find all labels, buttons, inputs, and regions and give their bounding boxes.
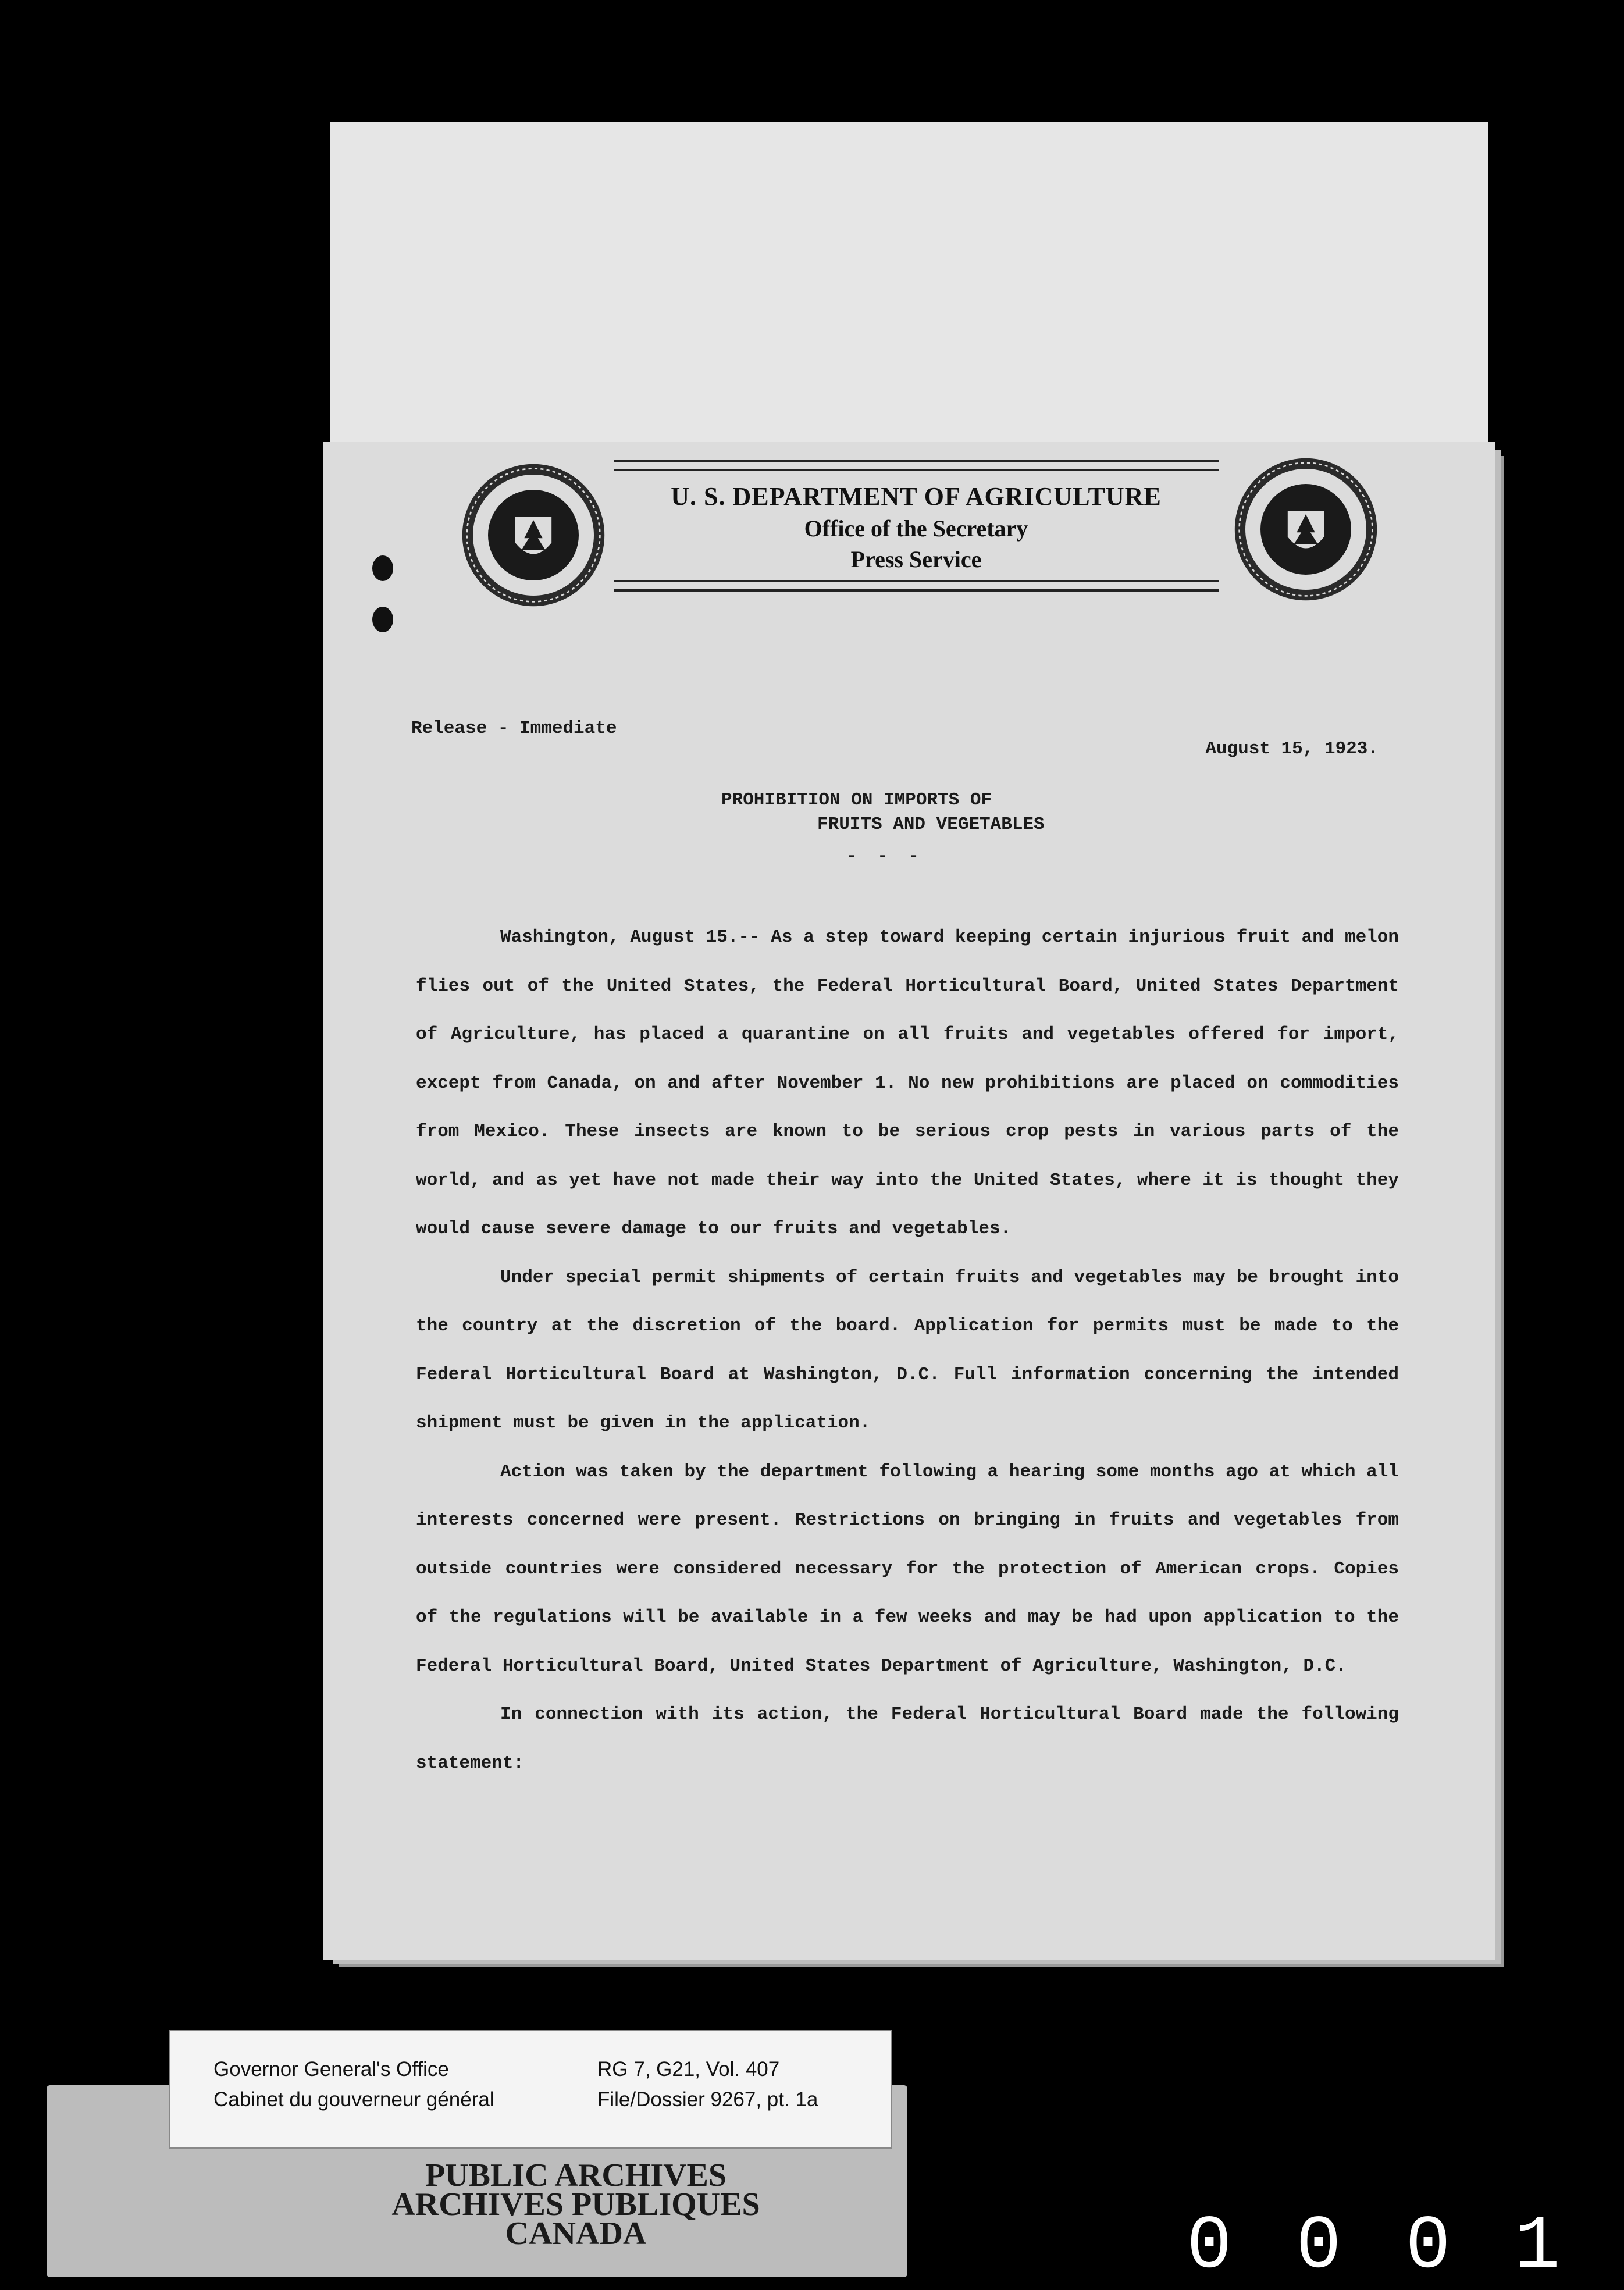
release-date: August 15, 1923. xyxy=(1205,739,1379,759)
underlying-page xyxy=(330,122,1488,448)
paragraph: Under special permit shipments of certain fruits and vegetables may be brought into the country at the discretion of the board. Application for permits must be made to the Federal Horticultural Board at Washington, D.C. Full information concerning the intended shipment must be given in the application. xyxy=(416,1267,1399,1433)
letterhead-top-rule xyxy=(614,460,1219,471)
frame-number: 0001 xyxy=(1187,2204,1624,2290)
usda-seal-left-icon xyxy=(458,460,609,611)
paragraph: Action was taken by the department following a hearing some months ago at which all interests concerned were present. Restrictions on bringing in fruits and vegetables from outside countries were considered necessary for the protection of American crops. Copies of the regulations will be available in a few weeks and may be had upon application to the Federal Horticultural Board, United States Department of Agriculture, Washington, D.C. xyxy=(416,1461,1399,1676)
paragraph: In connection with its action, the Federal Horticultural Board made the following statement: xyxy=(416,1704,1399,1773)
article-body xyxy=(416,913,1399,1787)
archive-stamp-line-2: ARCHIVES PUBLIQUES xyxy=(391,2186,760,2223)
paragraph: Washington, August 15.-- As a step toward keeping certain injurious fruit and melon flies out of the United States, the Federal Horticultural Board, United States Department of Agriculture, has placed a quarantine on all fruits and vegetables offered for import, except from Canada, on and after November 1. No new prohibitions are placed on commodities from Mexico. These insects are known to be serious crop pests in various parts of the world, and as yet have not made their way into the United States, where it is thought they would cause severe damage to our fruits and vegetables. xyxy=(416,927,1399,1239)
archive-stamp-line-3: CANADA xyxy=(505,2216,647,2252)
office-french: Cabinet du gouverneur général xyxy=(213,2088,494,2111)
file-dossier: File/Dossier 9267, pt. 1a xyxy=(597,2088,818,2111)
archive-stamp-line-1: PUBLIC ARCHIVES xyxy=(425,2157,727,2193)
release-notice: Release - Immediate xyxy=(411,718,617,739)
punch-holes xyxy=(372,555,393,658)
usda-seal-right-icon xyxy=(1230,454,1381,605)
punch-hole-icon xyxy=(372,607,393,632)
press-release-page xyxy=(323,442,1495,1960)
office-english: Governor General's Office xyxy=(213,2058,449,2081)
letterhead-bottom-rule xyxy=(614,580,1219,592)
record-group: RG 7, G21, Vol. 407 xyxy=(597,2058,780,2081)
headline-line-2: FRUITS AND VEGETABLES xyxy=(817,814,1045,835)
punch-hole-icon xyxy=(372,555,393,581)
headline-line-1: PROHIBITION ON IMPORTS OF xyxy=(721,790,992,810)
letterhead xyxy=(614,460,1219,592)
department-name: U. S. DEPARTMENT OF AGRICULTURE xyxy=(671,482,1162,511)
archive-label xyxy=(169,2030,892,2149)
separator: - - - xyxy=(846,846,924,867)
service-name: Press Service xyxy=(850,546,982,572)
office-name: Office of the Secretary xyxy=(804,515,1028,542)
